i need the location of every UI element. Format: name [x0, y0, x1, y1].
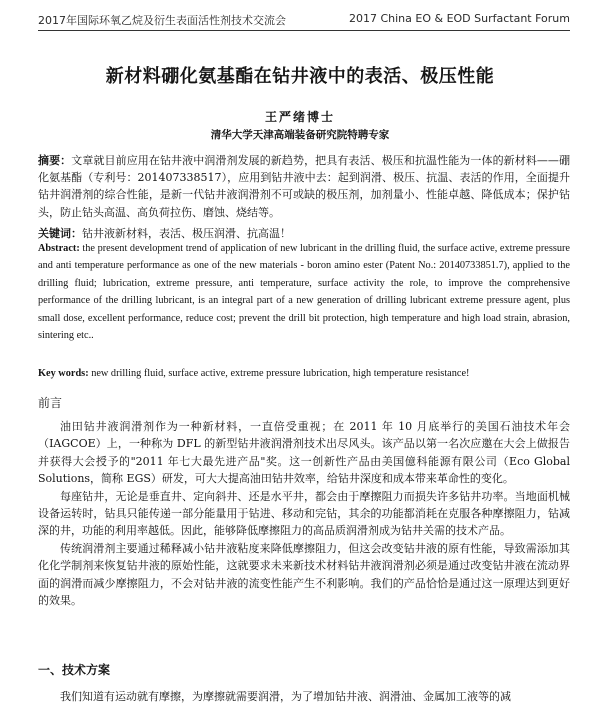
keywords-en-label: Key words: [38, 368, 89, 379]
paper-title: 新材料硼化氨基酯在钻井液中的表活、极压性能 [105, 66, 495, 87]
abstract-cn-text: 文章就目前应用在钻井液中润滑剂发展的新趋势，把具有表活、极压和抗温性能为一体的新材料——硼化氨基酯（专利号：201407338517），应用到钻井液中去：起到润滑、极压、抗温、表活的作用，全面提升钻井润滑剂的综合性能，是新一代钻井液润滑剂不可或缺的极压剂，加剂量小、性能卓越、降低成本；保护钻头，防止钻头高温、高负荷拉伤、磨蚀、烧结等。 [38, 154, 571, 219]
intro-paragraph: 油田钻井液润滑剂作为一种新材料，一直倍受重视；在 2011 年 10 月底举行的美国石油技术年会（IAGCOE）上，一种称为 DFL 的新型钻井液润滑剂技术出尽风头。该产品以第一名次应邀在大会上做报告并获得大会授予的"2011 年七大最先进产品"奖。这一创新性产品由美国億科能源有限公司（Eco Global Solutions，简称 EGS）研发，可大大提高油田钻井效率，给钻井深度和成本带来革命性的变化。 [38, 420, 570, 486]
abstract-en-label: Abstract: [38, 243, 80, 254]
intro-paragraph: 每座钻井，无论是垂直井、定向斜井、还是水平井，都会由于摩擦阻力而损失许多钻井功率。当地面机械设备运转时，钻具只能传递一部分能量用于钻进、移动和完钻，其余的功能都消耗在克服各种摩擦阻力，钻减深的井，功能的利用率越低。因此，能够降低摩擦阻力的高品质润滑剂成为钻井关需的技术产品。 [38, 489, 570, 538]
intro-heading: 前言 [38, 396, 63, 410]
running-header [38, 10, 570, 31]
keywords-en-text: new drilling fluid, surface active, extreme pressure lubrication, high temperature resistance! [91, 368, 470, 379]
abstract-en-text: the present development trend of application of new lubricant in the drilling fluid, the surface active, extreme pressure and anti temperature performance as one of the new materials - boron amino ester (Patent No.: 20140733851.7), applied to the drilling fluid; lubrication, extreme pressure, anti temperature, surface activity the role, to improve the comprehensive performance of the drilling lubricant, is an integral part of a new generation of drilling lubricant extreme pressure agent, plus small dose, excellent performance, reduce cost; prevent the drill bit protection, high temperature and high load strain, abrasion, sintering etc.. [38, 243, 570, 342]
abstract-cn [38, 152, 570, 221]
keywords-cn-text: 钻井液新材料，表活、极压润滑、抗高温！ [82, 227, 291, 240]
section-heading: 一、技术方案 [38, 663, 111, 677]
intro-body [38, 418, 570, 609]
affiliation: 清华大学天津高端装备研究院特聘专家 [210, 129, 390, 141]
keywords-cn-label: 关键词： [38, 227, 82, 240]
abstract-cn-label: 摘要： [38, 154, 72, 167]
intro-paragraph: 传统润滑剂主要通过稀释减小钻井液粘度来降低摩擦阻力，但这会改变钻井液的原有性能，导致需添加其化化学制剂来恢复钻井液的原始性能，这就要求未来新技术材料钻井液润滑剂必须是通过改变钻井液在流动界面的润滑而减少摩擦阻力，不会对钻井液的流变性能产生不利影响。我们的产品恰恰是通过这一原理达到更好的效果。 [38, 541, 570, 608]
keywords-en [38, 365, 570, 382]
header-conference-en: 2017 China EO & EOD Surfactant Forum [348, 12, 570, 25]
author: 王严绪博士 [264, 110, 335, 124]
section-first-line: 我们知道有运动就有摩擦，为摩擦就需要润滑，为了增加钻井液、润滑油、金属加工液等的减 [60, 690, 511, 703]
header-conference-cn: 2017年国际环氧乙烷及衍生表面活性剂技术交流会 [38, 14, 286, 27]
abstract-en [38, 240, 570, 344]
